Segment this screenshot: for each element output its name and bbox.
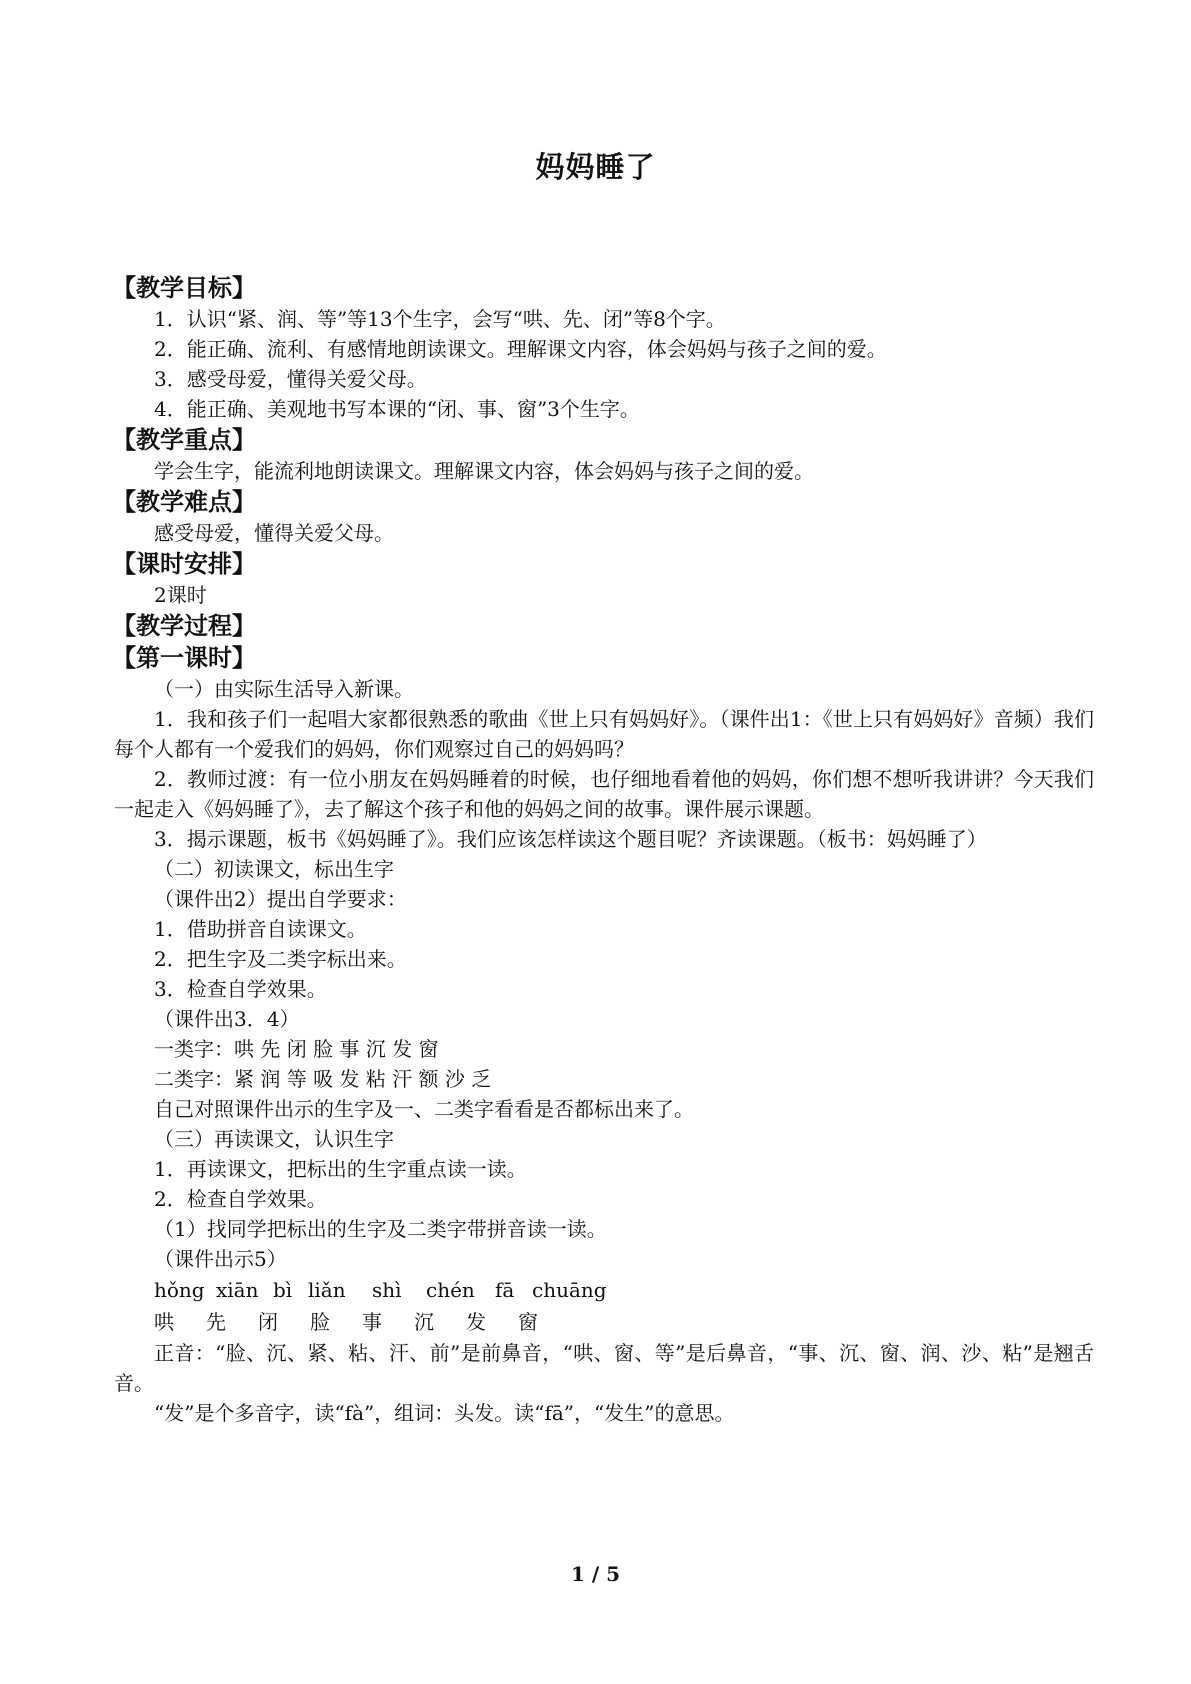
hanzi-item: 沉	[414, 1310, 434, 1334]
class1-characters: 一类字：哄 先 闭 脸 事 沉 发 窗	[154, 1037, 439, 1061]
polyphone-note: “发”是个多音字，读“fà”，组词：头发。读“fā”，“发生”的意思。	[154, 1401, 735, 1425]
objective-item: 3．感受母爱，懂得关爱父母。	[154, 367, 427, 391]
pinyin-item: fā	[495, 1278, 515, 1302]
pinyin-item: shì	[372, 1278, 402, 1302]
hanzi-item: 闭	[258, 1310, 278, 1334]
step-item: 2．检查自学效果。	[154, 1187, 327, 1211]
document-title: 妈妈睡了	[535, 150, 656, 184]
class2-characters: 二类字：紧 润 等 吸 发 粘 汗 额 沙 乏	[154, 1067, 492, 1091]
step-item: 1．再读课文，把标出的生字重点读一读。	[154, 1157, 527, 1181]
hanzi-row	[114, 1306, 1094, 1338]
process-heading: 【教学过程】	[112, 611, 256, 640]
pinyin-item: chén	[426, 1278, 475, 1302]
page-number: 1 / 5	[570, 1562, 621, 1586]
pinyin-row	[114, 1274, 1094, 1306]
pinyin-item: bì	[273, 1278, 293, 1302]
courseware-note: （课件出3．4）	[154, 1007, 300, 1031]
requirement-item: 3．检查自学效果。	[154, 977, 327, 1001]
courseware-note: （课件出示5）	[154, 1247, 287, 1271]
schedule-heading: 【课时安排】	[112, 549, 256, 578]
pinyin-item: hǒng	[154, 1278, 205, 1302]
hanzi-item: 窗	[518, 1310, 538, 1334]
hanzi-item: 脸	[310, 1310, 330, 1334]
hanzi-item: 发	[466, 1310, 486, 1334]
lesson1-heading: 【第一课时】	[112, 643, 256, 672]
document-body	[114, 272, 1094, 1428]
pinyin-item: xiān	[216, 1278, 259, 1302]
objectives-heading: 【教学目标】	[112, 273, 256, 302]
hanzi-item: 事	[362, 1310, 382, 1334]
part1-title: （一）由实际生活导入新课。	[154, 677, 414, 701]
hanzi-item: 先	[206, 1310, 226, 1334]
pinyin-item: chuāng	[532, 1278, 607, 1302]
paragraph: 1．我和孩子们一起唱大家都很熟悉的歌曲《世上只有妈妈好》。（课件出1：《世上只有妈妈好》音频）我们每个人都有一个爱我们的妈妈，你们观察过自己的妈妈吗？	[114, 707, 1094, 761]
paragraph: 3．揭示课题，板书《妈妈睡了》。我们应该怎样读这个题目呢？齐读课题。（板书：妈妈睡了）	[154, 827, 987, 851]
requirement-item: 2．把生字及二类字标出来。	[154, 947, 407, 971]
courseware-note: （课件出2）提出自学要求：	[154, 887, 407, 911]
hanzi-item: 哄	[154, 1310, 174, 1334]
pinyin-item: liǎn	[308, 1278, 346, 1302]
schedule-text: 2课时	[154, 583, 207, 607]
paragraph: 2．教师过渡：有一位小朋友在妈妈睡着的时候，也仔细地看着他的妈妈，你们想不想听我讲讲？今天我们一起走入《妈妈睡了》，去了解这个孩子和他的妈妈之间的故事。课件展示课题。	[114, 767, 1094, 821]
requirement-item: 1．借助拼音自读课文。	[154, 917, 367, 941]
difficulty-text: 感受母爱，懂得关爱父母。	[154, 521, 394, 545]
key-points-heading: 【教学重点】	[112, 425, 256, 454]
step-subitem: （1）找同学把标出的生字及二类字带拼音读一读。	[154, 1217, 607, 1241]
objective-item: 2．能正确、流利、有感情地朗读课文。理解课文内容，体会妈妈与孩子之间的爱。	[154, 337, 887, 361]
pronunciation-note: 正音：“脸、沉、紧、粘、汗、前”是前鼻音，“哄、窗、等”是后鼻音，“事、沉、窗、润、沙、粘”是翘舌音。	[114, 1341, 1094, 1395]
part3-title: （三）再读课文，认识生字	[154, 1127, 394, 1151]
objective-item: 1．认识“紧、润、等”等13个生字，会写“哄、先、闭”等8个字。	[154, 307, 726, 331]
key-points-text: 学会生字，能流利地朗读课文。理解课文内容，体会妈妈与孩子之间的爱。	[154, 459, 814, 483]
self-check-text: 自己对照课件出示的生字及一、二类字看看是否都标出来了。	[154, 1097, 694, 1121]
difficulty-heading: 【教学难点】	[112, 487, 256, 516]
objective-item: 4．能正确、美观地书写本课的“闭、事、窗”3个生字。	[154, 397, 640, 421]
part2-title: （二）初读课文，标出生字	[154, 857, 394, 881]
